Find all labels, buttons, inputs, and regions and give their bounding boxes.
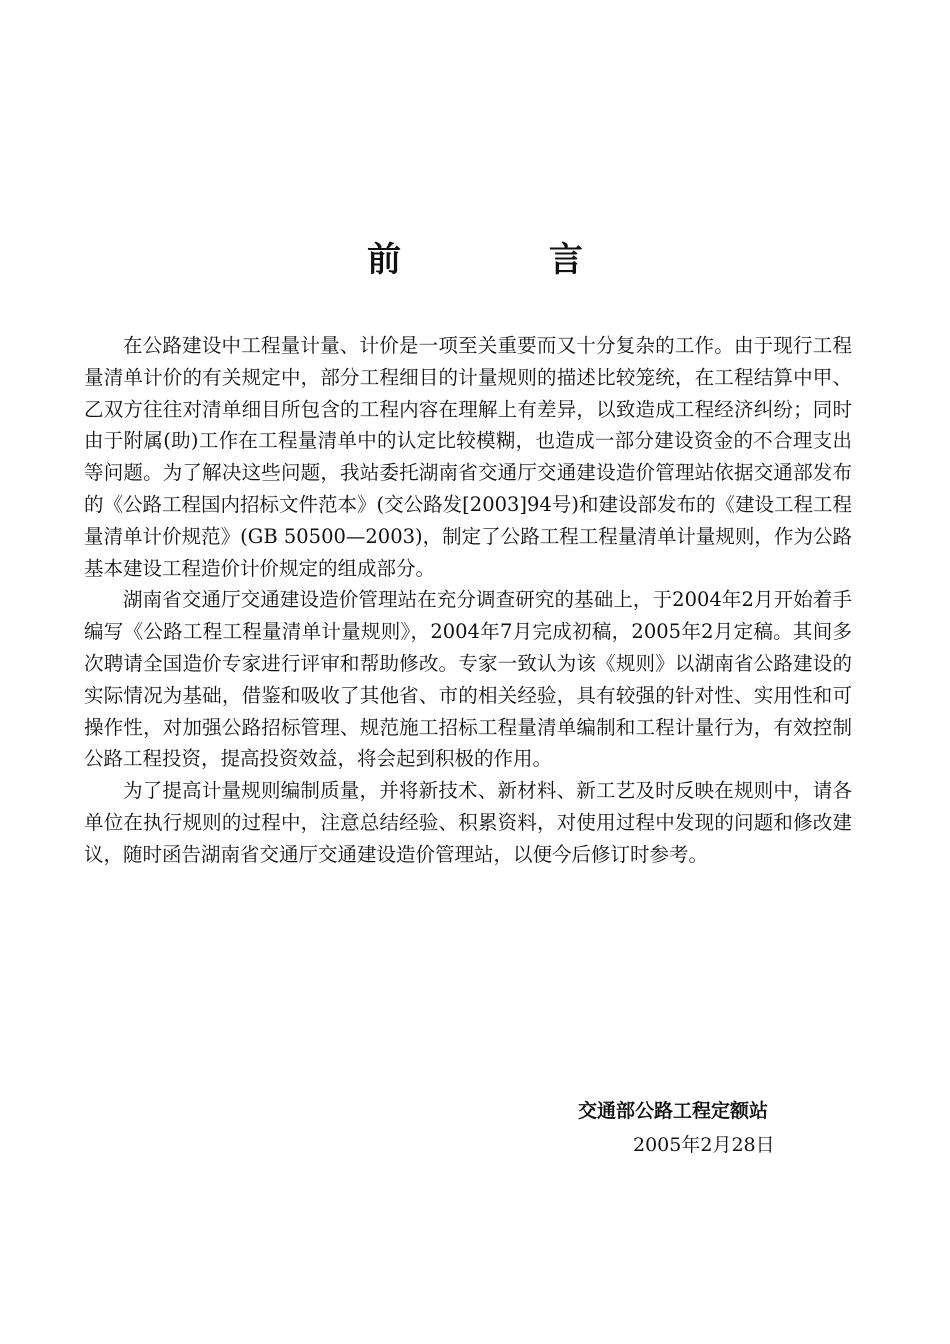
signature-date: 2005年2月28日 bbox=[633, 1134, 775, 1156]
preface-body bbox=[84, 330, 852, 871]
page-title: 前 言 bbox=[367, 240, 651, 280]
paragraph-2: 湖南省交通厅交通建设造价管理站在充分调查研究的基础上，于2004年2月开始着手编写《公路工程工程量清单计量规则》，2004年7月完成初稿，2005年2月定稿。其间多次聘请全国造价专家进行评审和帮助修改。专家一致认为该《规则》以湖南省公路建设的实际情况为基础，借鉴和吸收了其他省、市的相关经验，具有较强的针对性、实用性和可操作性，对加强公路招标管理、规范施工招标工程量清单编制和工程计量行为，有效控制公路工程投资，提高投资效益，将会起到积极的作用。 bbox=[84, 588, 852, 771]
paragraph-1: 在公路建设中工程量计量、计价是一项至关重要而又十分复杂的工作。由于现行工程量清单计价的有关规定中，部分工程细目的计量规则的描述比较笼统，在工程结算中甲、乙双方往往对清单细目所包含的工程内容在理解上有差异，以致造成工程经济纠纷；同时由于附属(助)工作在工程量清单中的认定比较模糊，也造成一部分建设资金的不合理支出等问题。为了解决这些问题，我站委托湖南省交通厅交通建设造价管理站依据交通部发布的《公路工程国内招标文件范本》(交公路发[2003]94号)和建设部发布的《建设工程工程量清单计价规范》(GB 50500—2003)，制定了公路工程工程量清单计量规则，作为公路基本建设工程造价计价规定的组成部分。 bbox=[84, 334, 852, 580]
paragraph-3: 为了提高计量规则编制质量，并将新技术、新材料、新工艺及时反映在规则中，请各单位在执行规则的过程中，注意总结经验、积累资料，对使用过程中发现的问题和修改建议，随时函告湖南省交通厅交通建设造价管理站，以便今后修订时参考。 bbox=[84, 779, 852, 866]
signature-organization: 交通部公路工程定额站 bbox=[578, 1100, 769, 1122]
